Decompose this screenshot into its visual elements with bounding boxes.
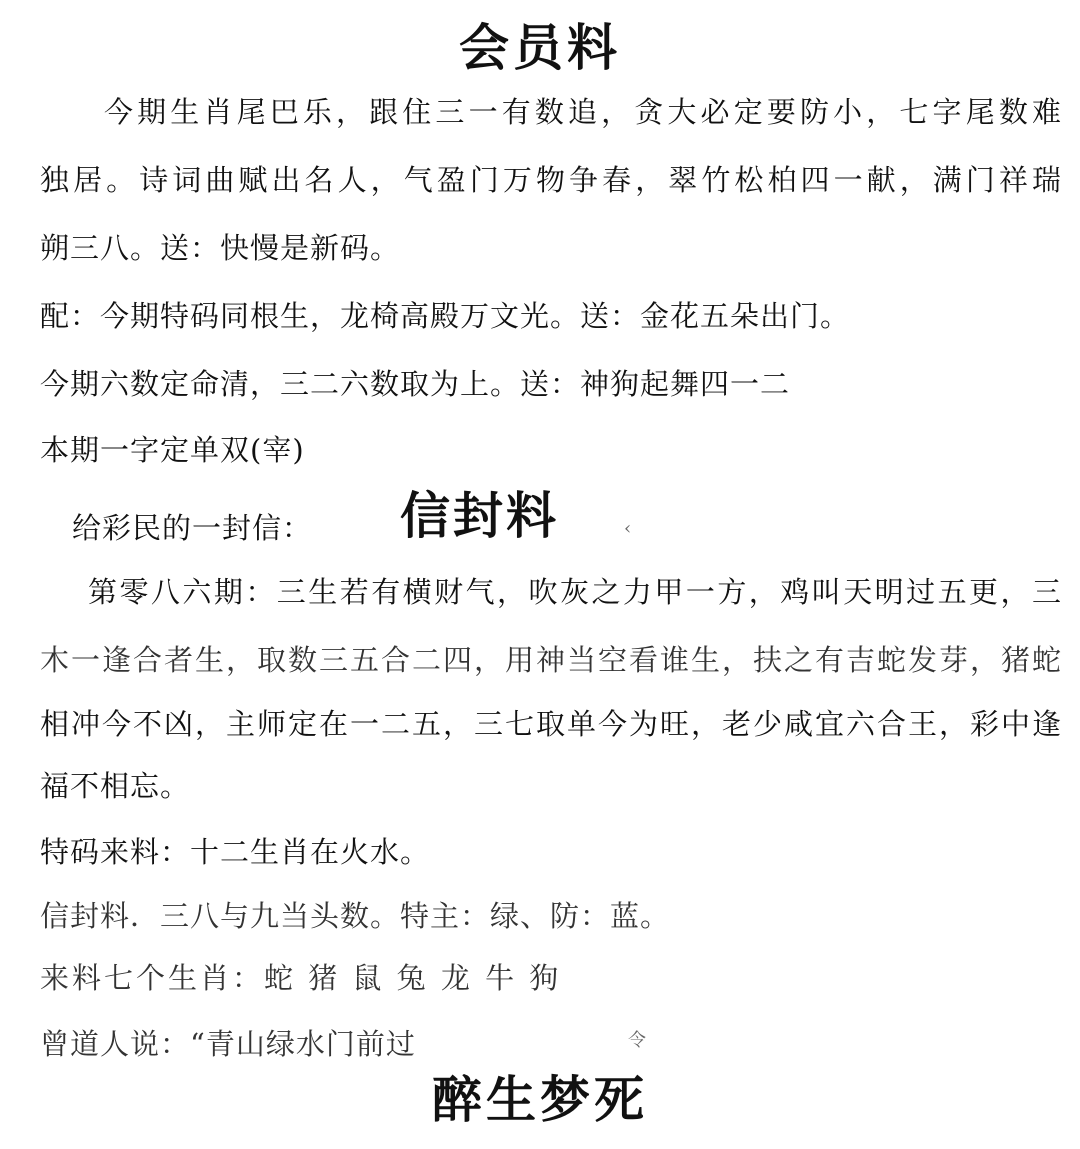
envelope-line: 信封料．三八与九当头数。特主：绿、防：蓝。 xyxy=(40,899,671,933)
stray-mark: 令 xyxy=(628,1030,646,1051)
six-numbers-line: 今期六数定命清，三二六数取为上。送：神狗起舞四一二 xyxy=(40,367,791,401)
paragraph-line: 福不相忘。 xyxy=(40,769,191,803)
paragraph-line: 独居。诗词曲赋出名人，气盈门万物争春，翠竹松柏四一献，满门祥瑞 xyxy=(40,163,1062,197)
paragraph-line: 朔三八。送：快慢是新码。 xyxy=(40,231,401,265)
single-double-line: 本期一字定单双(宰) xyxy=(40,433,305,467)
member-material-title: 会员料 xyxy=(459,19,621,77)
paragraph-line: 木一逢合者生，取数三五合二四，用神当空看谁生，扶之有吉蛇发芽，猪蛇 xyxy=(40,643,1062,677)
drunk-dream-title: 醉生梦死 xyxy=(432,1071,648,1129)
stray-mark: ‹ xyxy=(624,518,632,539)
pei-line: 配：今期特码同根生，龙椅高殿万文光。送：金花五朵出门。 xyxy=(40,299,851,333)
paragraph-line: 相冲今不凶，主师定在一二五，三七取单今为旺，老少咸宜六合王，彩中逢 xyxy=(40,707,1062,741)
taoist-line: 曾道人说：“青山绿水门前过 xyxy=(40,1027,416,1061)
special-code-line: 特码来料：十二生肖在火水。 xyxy=(40,835,431,869)
letter-label: 给彩民的一封信： xyxy=(72,511,313,545)
envelope-material-title: 信封料 xyxy=(400,487,559,545)
paragraph-line: 今期生肖尾巴乐，跟住三一有数追，贪大必定要防小，七字尾数难 xyxy=(104,95,1062,129)
paragraph-line: 第零八六期：三生若有横财气，吹灰之力甲一方，鸡叫天明过五更，三 xyxy=(88,575,1062,609)
zodiac-line: 来料七个生肖：蛇 猪 鼠 兔 龙 牛 狗 xyxy=(40,961,562,995)
